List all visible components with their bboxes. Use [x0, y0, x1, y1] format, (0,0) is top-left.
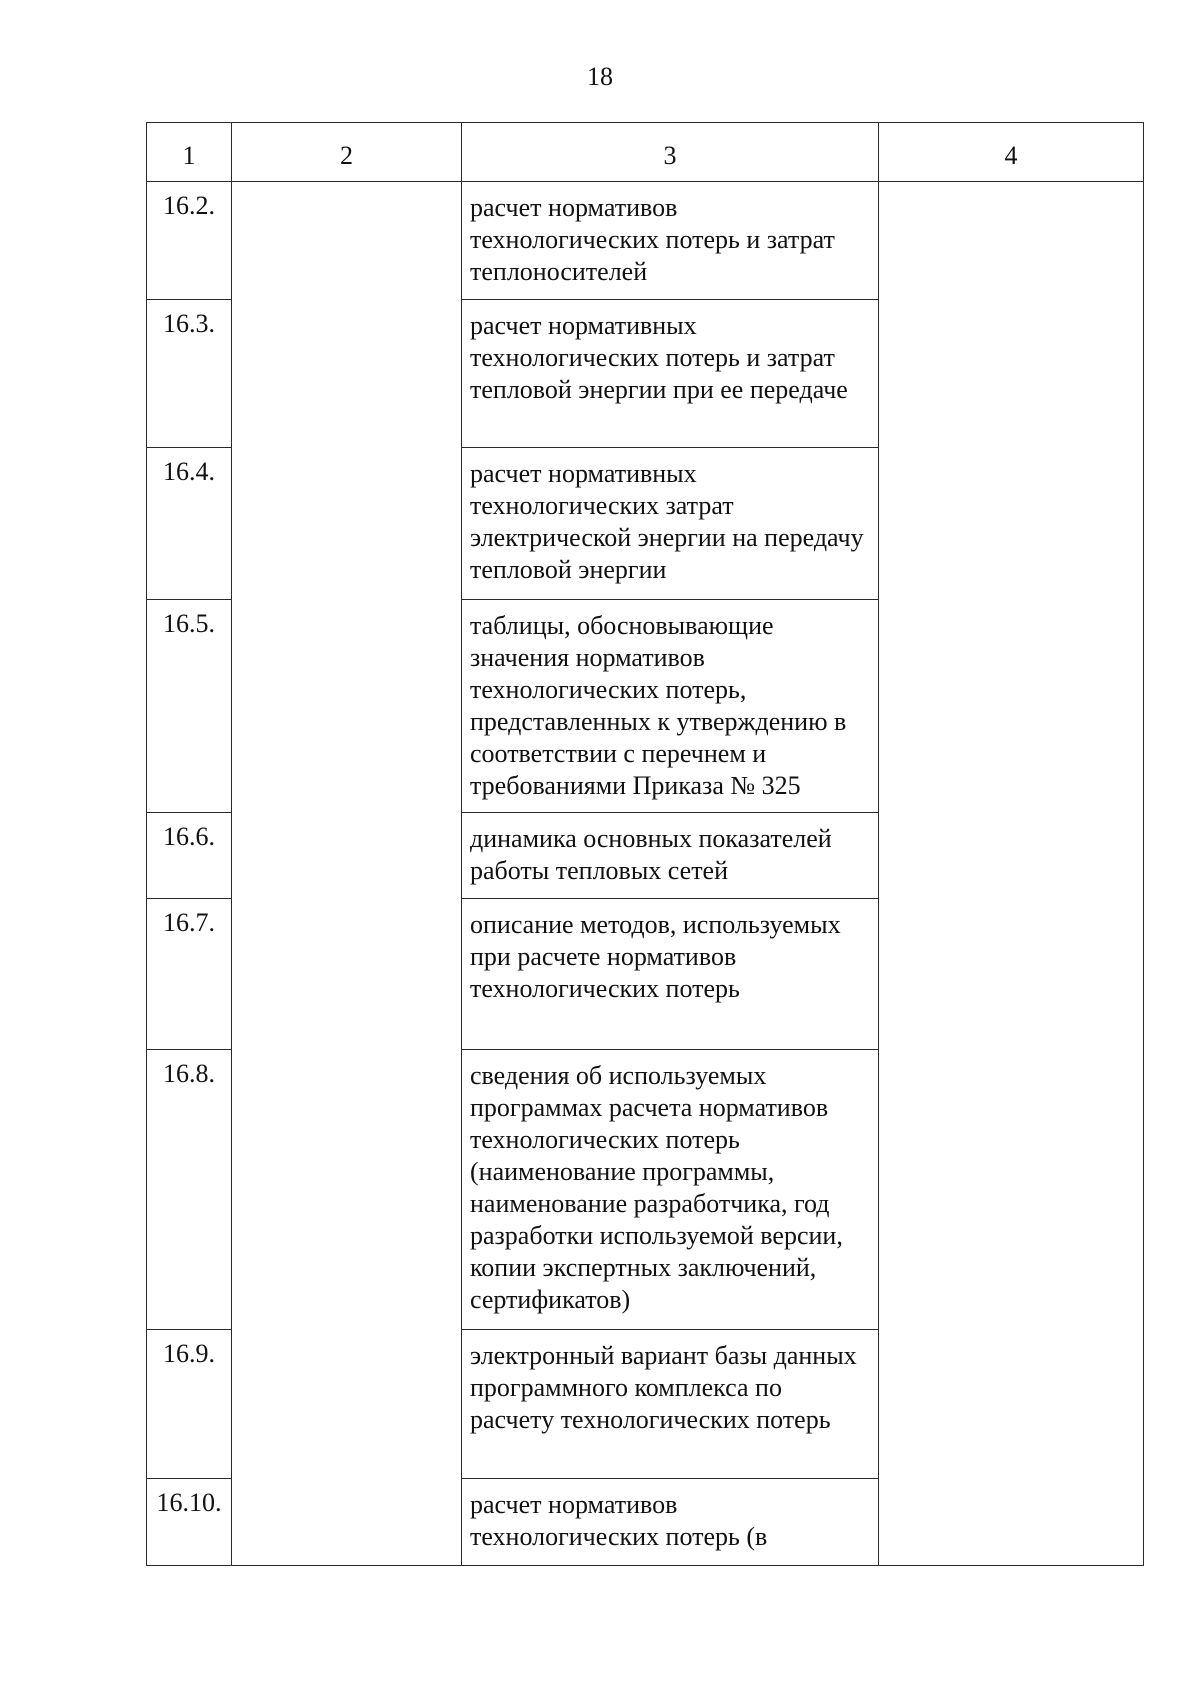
column-2-merged-cell [232, 182, 462, 1566]
row-description: расчет нормативных технологических потерь и затрат тепловой энергии при ее передаче [462, 300, 879, 448]
row-description: динамика основных показателей работы тепловых сетей [462, 813, 879, 899]
row-number: 16.9. [147, 1330, 232, 1479]
row-number: 16.3. [147, 300, 232, 448]
row-description: расчет нормативов технологических потерь и затрат теплоносителей [462, 182, 879, 300]
requirements-table [146, 122, 1144, 1566]
page-number: 18 [587, 62, 613, 91]
row-description: электронный вариант базы данных программного комплекса по расчету технологических потерь [462, 1330, 879, 1479]
row-number: 16.6. [147, 813, 232, 899]
column-header-1: 1 [147, 123, 232, 182]
row-number: 16.8. [147, 1050, 232, 1330]
row-number: 16.4. [147, 448, 232, 600]
column-4-merged-cell [879, 182, 1144, 1566]
row-description: расчет нормативов технологических потерь (в [462, 1479, 879, 1566]
row-description: сведения об используемых программах расчета нормативов технологических потерь (наименование программы, наименование разработчика, год разработки используемой версии, копии экспертных заключений, сертификатов) [462, 1050, 879, 1330]
row-number: 16.5. [147, 600, 232, 813]
row-description: описание методов, используемых при расчете нормативов технологических потерь [462, 899, 879, 1050]
table-row [147, 182, 1144, 300]
row-description: расчет нормативных технологических затрат электрической энергии на передачу тепловой энергии [462, 448, 879, 600]
table-header-row [147, 123, 1144, 182]
column-header-3: 3 [462, 123, 879, 182]
row-number: 16.2. [147, 182, 232, 300]
column-header-2: 2 [232, 123, 462, 182]
row-description: таблицы, обосновывающие значения нормативов технологических потерь, представленных к утверждению в соответствии с перечнем и требованиями Приказа № 325 [462, 600, 879, 813]
row-number: 16.10. [147, 1479, 232, 1566]
row-number: 16.7. [147, 899, 232, 1050]
column-header-4: 4 [879, 123, 1144, 182]
